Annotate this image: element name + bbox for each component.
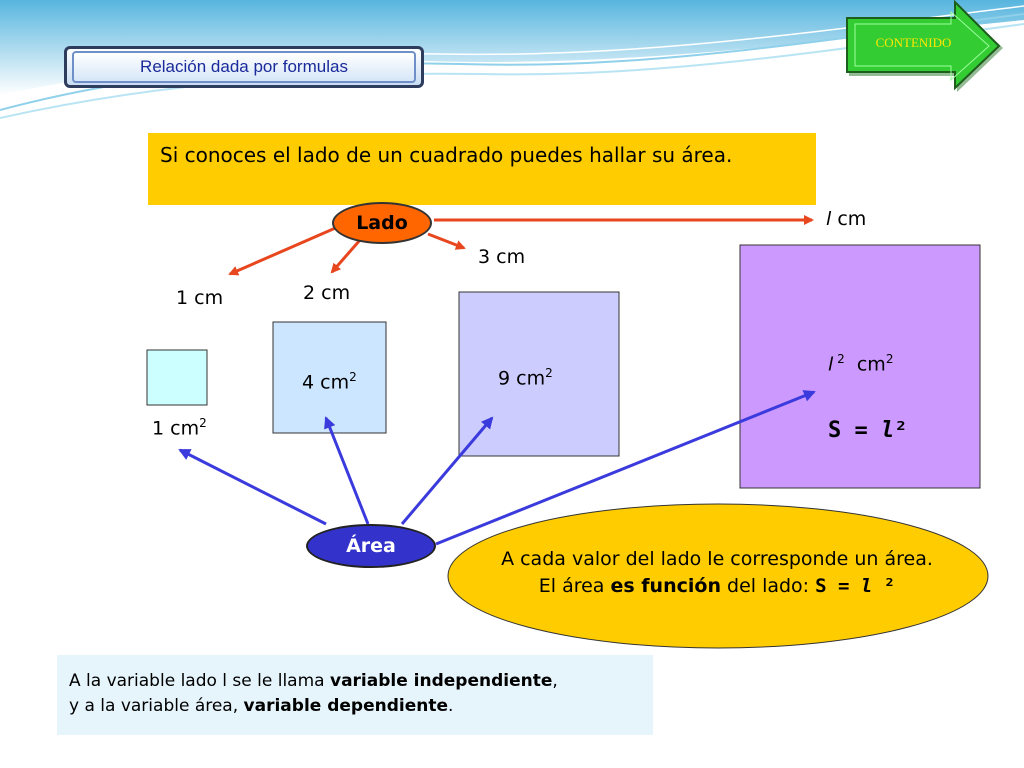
area-node [306, 524, 436, 568]
arrow-area-1cm2 [180, 450, 326, 524]
ellipse-text [446, 546, 988, 600]
note-line-2: y a la variable área, variable dependiente. [69, 696, 454, 716]
label-3cm: 3 cm [478, 246, 526, 268]
contenido-label: CONTENIDO [875, 35, 952, 50]
page-title: Relación dada por formulas [72, 51, 416, 83]
lado-node [332, 202, 432, 244]
ellipse-line-2: El área es función del lado: S = l ² [538, 575, 896, 597]
label-l2-cm2: l $^2$ $cm^2$ [828, 352, 894, 376]
square-1cm [147, 350, 207, 405]
area-node-label: Área [346, 535, 396, 557]
note-line-1: A la variable lado l se le llama variable independiente, [69, 671, 558, 691]
intro-text: Si conoces el lado de un cuadrado puedes hallar su área. [148, 133, 816, 205]
variables-note [57, 655, 653, 735]
formula-square: S = l² [828, 418, 908, 443]
arrow-area-9cm2 [402, 418, 492, 524]
label-1cm2: 1 $cm^2$ [152, 416, 207, 440]
label-1cm: 1 cm [176, 287, 224, 309]
label-4cm2: 4 $cm^2$ [302, 370, 357, 394]
ellipse-line-1: A cada valor del lado le corresponde un área. [501, 548, 933, 570]
label-9cm2: 9 $cm^2$ [498, 366, 553, 390]
arrow-area-4cm2 [326, 418, 368, 524]
arrow-lado-1cm [230, 226, 340, 274]
arrow-lado-2cm [332, 240, 360, 272]
label-l-cm: l cm [826, 208, 867, 230]
lado-node-label: Lado [356, 212, 408, 234]
label-2cm: 2 cm [303, 282, 351, 304]
arrow-lado-3cm [428, 234, 464, 248]
